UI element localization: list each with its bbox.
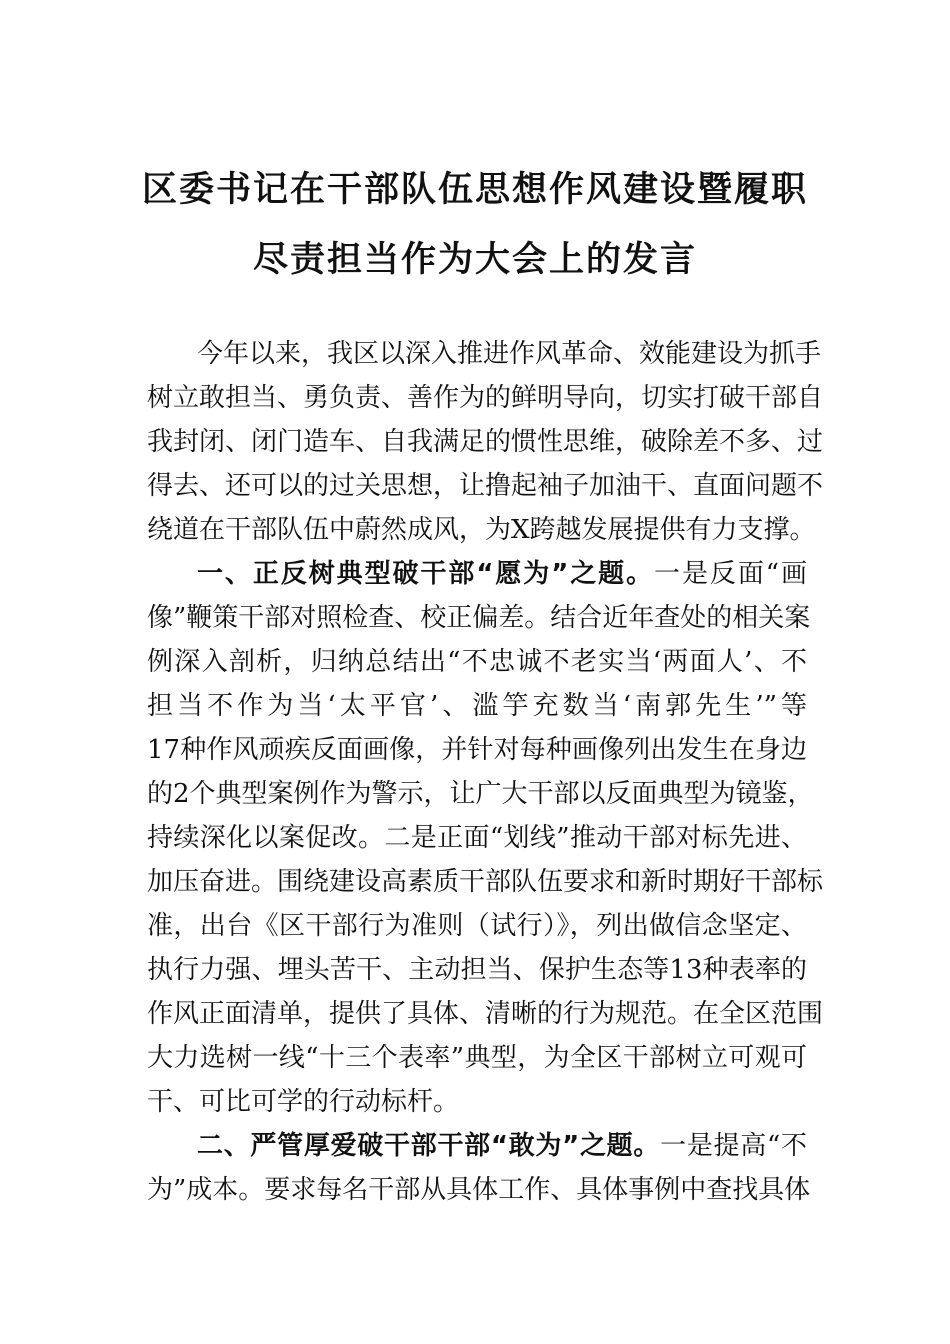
text-line: [147, 1168, 811, 1212]
document-title-line-1: 区委书记在干部队伍思想作风建设暨履职: [141, 169, 808, 210]
document-body: [147, 332, 824, 1212]
text-line: [147, 420, 824, 464]
line-text: 为”成本。要求每名干部从具体工作、具体事例中查找具体: [147, 1175, 811, 1205]
line-text: 准，出台《区干部行为准则（试行）》，列出做信念坚定、: [147, 911, 807, 941]
line-text: 的2个典型案例作为警示，让广大干部以反面典型为镜鉴，: [147, 779, 814, 809]
line-text: 执行力强、埋头苦干、主动担当、保护生态等13种表率的: [147, 955, 807, 985]
line-text: 大力选树一线“十三个表率”典型，为全区干部树立可观可: [147, 1043, 807, 1073]
line-text: 干、可比可学的行动标杆。: [147, 1087, 460, 1117]
line-text: 我封闭、闭门造车、自我满足的惯性思维，破除差不多、过: [147, 427, 824, 457]
text-line: [147, 948, 807, 992]
text-line: [147, 1124, 807, 1168]
text-line: [147, 332, 822, 376]
text-line: [147, 728, 807, 772]
paragraph: [147, 1124, 811, 1212]
paragraph: [147, 332, 824, 552]
text-line: [147, 1036, 807, 1080]
line-text: 加压奋进。围绕建设高素质干部队伍要求和新时期好干部标: [147, 867, 824, 897]
line-text: 担当不作为当‘太平官’、滥竽充数当‘南郭先生’”等: [147, 691, 807, 721]
line-text: 绕道在干部队伍中蔚然成风，为X跨越发展提供有力支撑。: [147, 515, 816, 545]
text-line: [147, 772, 814, 816]
line-text: 持续深化以案促改。二是正面“划线”推动干部对标先进、: [147, 823, 807, 853]
text-line: [147, 508, 816, 552]
line-text: 17种作风顽疾反面画像，并针对每种画像列出发生在身边: [147, 735, 807, 765]
line-text: 例深入剖析，归纳总结出“不忠诚不老实当‘两面人’、不: [147, 647, 807, 677]
line-text: 像”鞭策干部对照检查、校正偏差。结合近年查处的相关案: [147, 603, 811, 633]
text-line: [147, 992, 824, 1036]
text-line: [147, 860, 824, 904]
text-line: [147, 816, 807, 860]
text-line: [147, 552, 807, 596]
text-line: [147, 596, 811, 640]
paragraph: [147, 552, 824, 1124]
line-text: 一是反面“画: [654, 559, 807, 589]
text-line: [147, 1080, 807, 1124]
document-title-line-2: 尽责担当作为大会上的发言: [252, 239, 697, 280]
line-text: 得去、还可以的过关思想，让撸起袖子加油干、直面问题不: [147, 471, 824, 501]
line-text: 树立敢担当、勇负责、善作为的鲜明导向，切实打破干部自: [147, 383, 824, 413]
text-line: [147, 904, 807, 948]
text-line: [147, 464, 824, 508]
text-line: [147, 640, 807, 684]
text-line: [147, 376, 824, 420]
line-text: 一是提高“不: [660, 1131, 807, 1161]
section-heading: 一、正反树典型破干部“愿为”之题。: [197, 559, 655, 589]
line-text: 作风正面清单，提供了具体、清晰的行为规范。在全区范围: [147, 999, 824, 1029]
section-heading: 二、严管厚爱破干部干部“敢为”之题。: [197, 1131, 661, 1161]
line-text: 今年以来，我区以深入推进作风革命、效能建设为抓手: [197, 339, 822, 369]
text-line: [147, 684, 807, 728]
